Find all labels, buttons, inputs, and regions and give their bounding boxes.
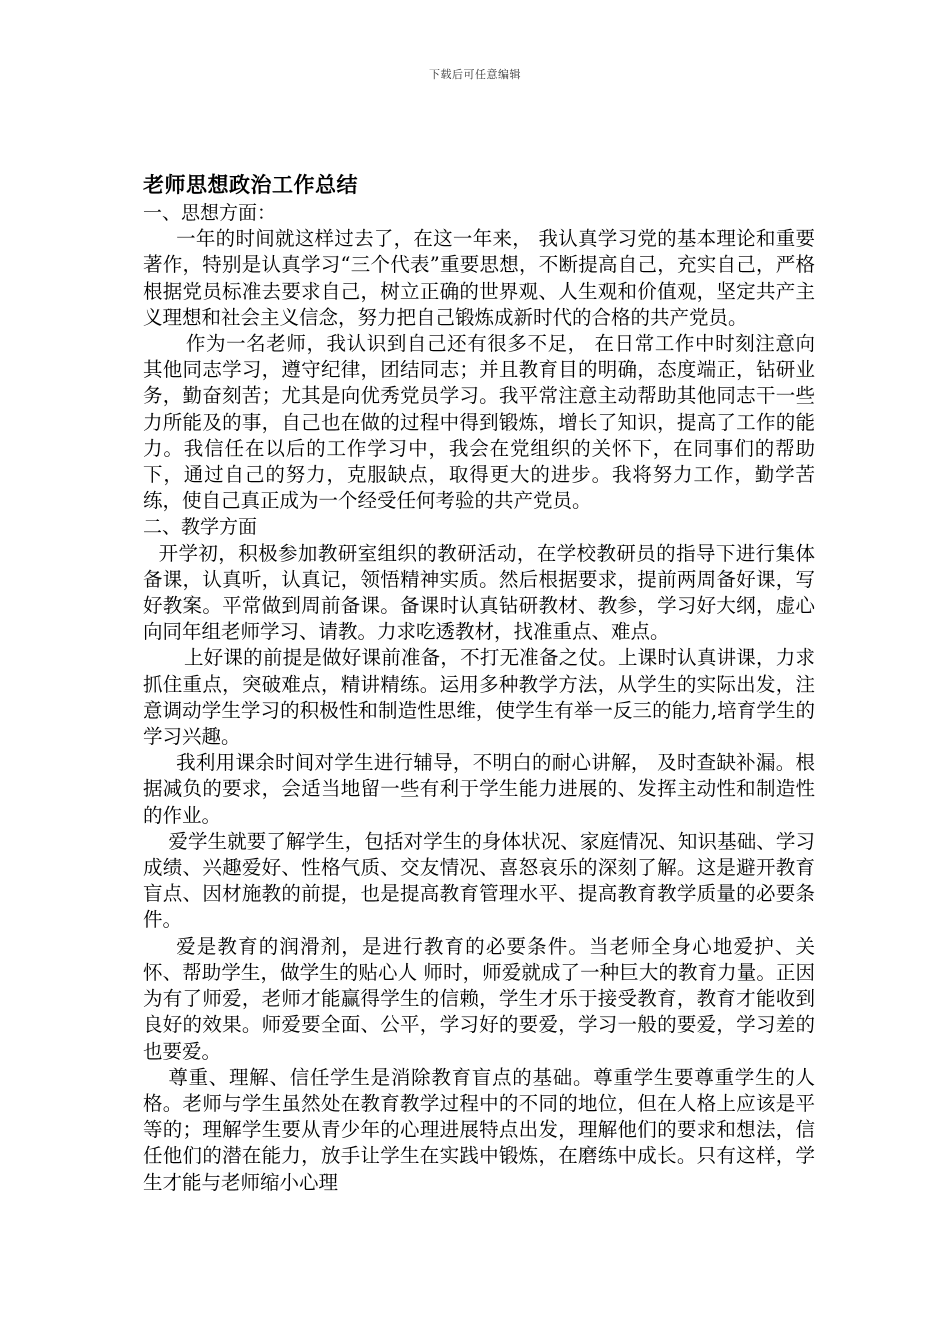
paragraph: 一年的时间就这样过去了，在这一年来， 我认真学习党的基本理论和重要著作，特别是认真学习“三个代表”重要思想，不断提高自己，充实自己，严格根据党员标准去要求自己，树立正确的世界观、人生观和价值观，坚定共产主义理想和社会主义信念，努力把自己锻炼成新时代的合格的共产党员。 xyxy=(143,227,815,329)
paragraph: 开学初，积极参加教研室组织的教研活动，在学校教研员的指导下进行集体备课，认真听，认真记，领悟精神实质。然后根据要求，提前两周备好课，写好教案。平常做到周前备课。备课时认真钻研教材、教参，学习好大纲，虚心向同年组老师学习、请教。力求吃透教材，找准重点、难点。 xyxy=(143,541,815,644)
paragraph: 爱学生就要了解学生，包括对学生的身体状况、家庭情况、知识基础、学习成绩、兴趣爱好、性格气质、交友情况、喜怒哀乐的深刻了解。这是避开教育盲点、因材施教的前提，也是提高教育管理水平、提高教育教学质量的必要条件。 xyxy=(143,829,815,932)
document-body xyxy=(143,170,815,1196)
paragraph: 爱是教育的润滑剂，是进行教育的必要条件。当老师全身心地爱护、关怀、帮助学生，做学生的贴心人 师时，师爱就成了一种巨大的教育力量。正因为有了师爱，老师才能赢得学生的信赖，学生才乐于接受教育，教育才能收到良好的效果。师爱要全面、公平，学习好的要爱，学习一般的要爱，学习差的也要爱。 xyxy=(143,934,815,1063)
section-heading-teaching: 二、教学方面 xyxy=(143,516,258,539)
paragraph: 作为一名老师，我认识到自己还有很多不足， 在日常工作中时刻注意向其他同志学习，遵守纪律，团结同志；并且教育目的明确，态度端正，钻研业务，勤奋刻苦；尤其是向优秀党员学习。我平常注意主动帮助其他同志干一些力所能及的事，自己也在做的过程中得到锻炼，增长了知识，提高了工作的能力。我信任在以后的工作学习中，我会在党组织的关怀下，在同事们的帮助下，通过自己的努力，克服缺点，取得更大的进步。我将努力工作，勤学苦练，使自己真正成为一个经受任何考验的共产党员。 xyxy=(143,332,815,513)
document-title: 老师思想政治工作总结 xyxy=(143,172,358,197)
section-heading-thought: 一、思想方面： xyxy=(143,202,277,224)
paragraph: 尊重、理解、信任学生是消除教育盲点的基础。尊重学生要尊重学生的人格。老师与学生虽然处在教育教学过程中的不同的地位，但在人格上应该是平等的；理解学生要从青少年的心理进展特点出发，理解他们的要求和想法，信任他们的潜在能力，放手让学生在实践中锻炼，在磨练中成长。只有这样，学生才能与老师缩小心理 xyxy=(143,1065,815,1194)
paragraph: 我利用课余时间对学生进行辅导，不明白的耐心讲解， 及时查缺补漏。根据减负的要求，会适当地留一些有利于学生能力进展的、发挥主动性和制造性的作业。 xyxy=(143,751,815,827)
paragraph: 上好课的前提是做好课前准备，不打无准备之仗。上课时认真讲课，力求抓住重点，突破难点，精讲精练。运用多种教学方法，从学生的实际出发，注意调动学生学习的积极性和制造性思维，使学生有举一反三的能力,培育学生的学习兴趣。 xyxy=(143,646,815,749)
page-header-note: 下载后可任意编辑 xyxy=(429,68,521,81)
